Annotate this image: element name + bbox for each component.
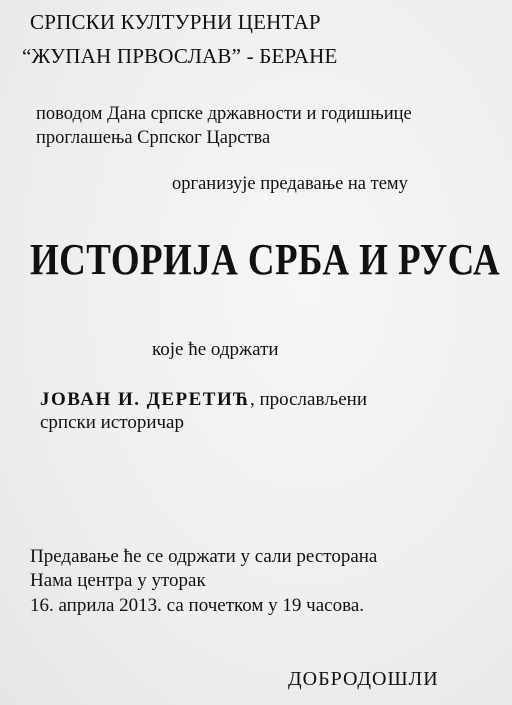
lecture-intro: организује предавање на тему [172, 174, 408, 194]
speaker-intro: које ће одржати [152, 339, 279, 360]
organizer-subtitle: “ЖУПАН ПРВОСЛАВ” - БЕРАНЕ [22, 44, 338, 68]
closing-welcome: ДОБРОДОШЛИ [288, 668, 439, 690]
organizer-name: СРПСКИ КУЛТУРНИ ЦЕНТАР [30, 10, 321, 34]
occasion-line-1: поводом Дана српске државности и годишњице [36, 104, 412, 124]
venue-line-2: Нама центра у уторак [30, 570, 206, 591]
venue-line-3: 16. априла 2013. са почетком у 19 часова. [30, 595, 365, 616]
speaker-name: ЈОВАН И. ДЕРЕТИЋ [40, 389, 250, 410]
speaker-role-line-2: српски историчар [40, 412, 184, 433]
speaker-line [40, 390, 367, 409]
speaker-role-line-1: , прослављени [249, 389, 368, 410]
occasion-line-2: проглашења Српског Царства [36, 128, 271, 148]
venue-line-1: Предавање ће се одржати у сали ресторана [30, 546, 378, 567]
lecture-title: ИСТОРИЈА СРБА И РУСА [30, 235, 500, 284]
